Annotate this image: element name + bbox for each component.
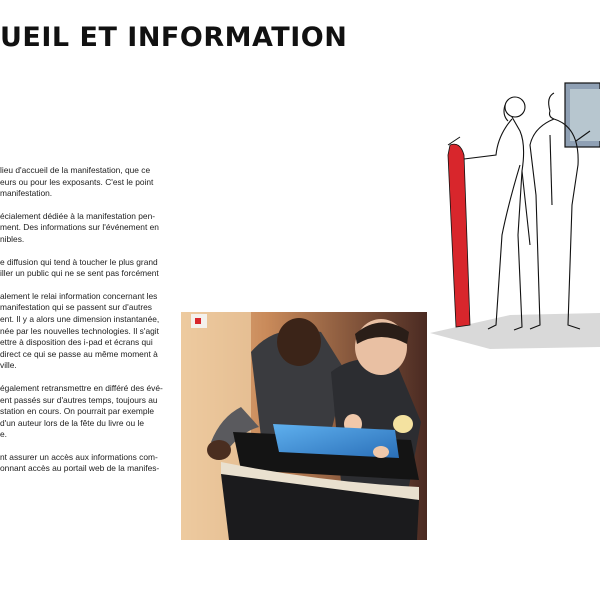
text-line: manifestation.: [0, 188, 53, 199]
paragraph: [0, 257, 176, 280]
text-line: onnant accès au portail web de la manifes-: [0, 463, 160, 474]
text-line: ville.: [0, 360, 17, 371]
text-line: lieu d'accueil de la manifestation, que ce: [0, 165, 151, 175]
body-text: [0, 165, 176, 486]
paragraph: [0, 383, 176, 441]
text-line: née par les nouvelles technologies. Il s'agit: [0, 325, 159, 336]
photo-illustration: [181, 312, 427, 540]
paragraph: [0, 452, 176, 475]
text-line: également retransmettre en différé des évé-: [0, 382, 163, 393]
paragraph: [0, 291, 176, 372]
text-line: alement le relai information concernant les: [0, 290, 158, 301]
kiosk-photo: [181, 312, 427, 540]
text-line: ent. Il y a alors une dimension instantanée,: [0, 313, 160, 324]
text-line: station en cours. On pourrait par exemple: [0, 406, 155, 417]
paragraph: [0, 211, 176, 246]
text-line: d'un auteur lors de la fête du livre ou le: [0, 417, 145, 428]
text-line: manifestation qui se passent sur d'autres: [0, 302, 152, 313]
text-line: eurs ou pour les exposants. C'est le point: [0, 176, 154, 187]
text-line: ettre à disposition des i-pad et écrans qui: [0, 337, 153, 348]
sketch-illustration: [430, 75, 600, 355]
text-line: écialement dédiée à la manifestation pen-: [0, 210, 156, 221]
paragraph: [0, 165, 176, 200]
page-title: UEIL ET INFORMATION: [0, 22, 348, 53]
text-line: ent passés sur d'autres temps, toujours au: [0, 394, 158, 405]
text-line: iller un public qui ne se sent pas forcément: [0, 268, 159, 279]
text-line: e.: [0, 429, 7, 440]
text-line: nibles.: [0, 233, 25, 244]
text-line: nt assurer un accès aux informations com-: [0, 451, 158, 462]
kiosk-sketch: [430, 75, 600, 355]
text-line: ment. Des informations sur l'événement en: [0, 222, 159, 233]
text-line: e diffusion qui tend à toucher le plus grand: [0, 256, 158, 267]
text-line: direct ce qui se passe au même moment à: [0, 348, 158, 359]
